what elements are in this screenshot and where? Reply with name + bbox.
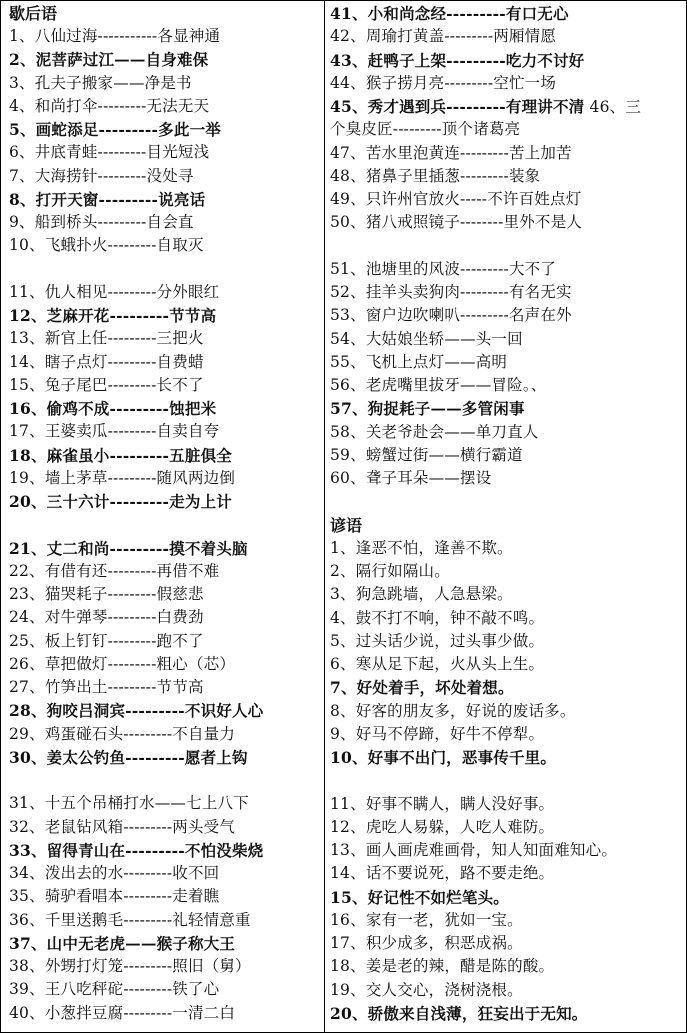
saying-line bbox=[9, 490, 232, 513]
saying-text: 25、板上钉钉---------跑不了 bbox=[9, 631, 204, 650]
saying-line bbox=[9, 211, 194, 234]
saying-text: 47、苦水里泡黄连---------苦上加苦 bbox=[330, 143, 572, 162]
saying-line bbox=[330, 188, 581, 211]
saying-text: 20、骄傲来自浅薄，狂妄出于无知。 bbox=[330, 1003, 588, 1023]
saying-line bbox=[9, 397, 216, 420]
saying-text: 13、画人画虎难画骨，知人知面难知心。 bbox=[330, 841, 618, 859]
saying-text: 11、仇人相见---------分外眼红 bbox=[9, 282, 220, 301]
saying-line bbox=[9, 467, 235, 490]
saying-text: 51、池塘里的风波---------大不了 bbox=[330, 259, 557, 278]
saying-line bbox=[9, 537, 248, 560]
saying-line bbox=[330, 630, 544, 653]
saying-line bbox=[9, 909, 251, 932]
saying-line bbox=[330, 979, 523, 1002]
saying-line bbox=[330, 909, 523, 932]
saying-text: 58、关老爷赴会——单刀直人 bbox=[330, 422, 539, 441]
saying-text: 32、老鼠钻风箱---------两头受气 bbox=[9, 817, 236, 836]
saying-text: 17、王婆卖瓜---------自卖自夸 bbox=[9, 422, 220, 441]
saying-text: 5、过头话少说，过头事少做。 bbox=[330, 631, 545, 650]
saying-line bbox=[9, 281, 219, 304]
saying-line bbox=[9, 188, 205, 211]
saying-line bbox=[9, 25, 220, 48]
saying-text: 40、小葱拌豆腐---------一清二白 bbox=[9, 1003, 236, 1022]
saying-line bbox=[330, 607, 544, 630]
saying-text: 52、挂羊头卖狗肉---------有名无实 bbox=[330, 283, 572, 301]
saying-line bbox=[9, 420, 219, 443]
saying-line bbox=[330, 537, 513, 560]
saying-text: 22、有借有还---------再借不难 bbox=[9, 561, 220, 580]
saying-text: 55、飞机上点灯——高明 bbox=[330, 352, 508, 371]
saying-line bbox=[330, 72, 556, 95]
saying-line bbox=[9, 48, 208, 71]
saying-text: 7、好处着手，坏处着想。 bbox=[330, 678, 514, 698]
yanyu-heading: 谚语 bbox=[330, 515, 363, 535]
saying-line bbox=[330, 653, 544, 676]
saying-line bbox=[330, 839, 617, 862]
saying-text: 28、狗咬吕洞宾---------不识好人心 bbox=[9, 701, 264, 721]
saying-text: 9、船到桥头---------自会直 bbox=[9, 213, 194, 231]
saying-line bbox=[9, 746, 248, 769]
saying-line bbox=[9, 234, 204, 257]
saying-text: 4、和尚打伞---------无法无天 bbox=[9, 96, 210, 115]
saying-line bbox=[330, 142, 572, 165]
saying-line bbox=[330, 2, 569, 25]
saying-line bbox=[9, 606, 204, 629]
saying-line bbox=[330, 583, 513, 606]
saying-line bbox=[9, 95, 209, 118]
saying-text: 2、泥菩萨过江——自身难保 bbox=[9, 50, 209, 70]
saying-line bbox=[9, 327, 204, 350]
saying-text: 59、螃蟹过街——横行霸道 bbox=[330, 445, 523, 464]
saying-text: 18、姜是老的辣，醋是陈的酸。 bbox=[330, 957, 555, 976]
saying-text: 31、十五个吊桶打水——七上八下 bbox=[9, 794, 249, 813]
saying-line bbox=[9, 955, 251, 978]
saying-text: 27、竹笋出土---------节节高 bbox=[9, 678, 204, 696]
saying-text: 48、猪鼻子里插葱---------装象 bbox=[330, 166, 541, 185]
saying-text: 20、三十六计---------走为上计 bbox=[9, 492, 232, 511]
saying-line bbox=[330, 351, 507, 374]
saying-line bbox=[330, 700, 576, 723]
saying-text: 29、鸡蛋碰石头---------不自量力 bbox=[9, 724, 236, 743]
saying-line bbox=[330, 281, 572, 304]
saying-text: 12、虎吃人易躲，人吃人难防。 bbox=[330, 817, 555, 836]
saying-text: 9、好马不停蹄，好牛不停犁。 bbox=[330, 724, 545, 743]
saying-line bbox=[9, 560, 219, 583]
saying-line bbox=[330, 676, 514, 699]
saying-line bbox=[9, 630, 204, 653]
saying-line bbox=[330, 723, 544, 746]
saying-text: 35、骑驴看唱本---------走着瞧 bbox=[9, 887, 220, 906]
saying-text: 3、狗急跳墙，人急悬梁。 bbox=[330, 585, 513, 604]
saying-line bbox=[330, 793, 554, 816]
saying-line bbox=[330, 165, 540, 188]
saying-line bbox=[330, 862, 554, 885]
saying-text: 14、瞎子点灯---------自费蜡 bbox=[9, 352, 204, 371]
saying-text: 50、猪八戒照镜子--------里外不是人 bbox=[330, 213, 583, 232]
saying-text: 4、鼓不打不响，钟不敲不鸣。 bbox=[330, 608, 545, 627]
saying-text: 41、小和尚念经---------有口无心 bbox=[330, 4, 569, 23]
saying-continuation: 46、三 bbox=[584, 98, 642, 116]
saying-line bbox=[330, 211, 582, 234]
saying-line bbox=[9, 699, 263, 722]
saying-line bbox=[9, 72, 192, 95]
saying-line bbox=[330, 746, 556, 769]
saying-text: 18、麻雀虽小---------五脏俱全 bbox=[9, 445, 232, 465]
saying-text: 8、好客的朋友多，好说的废话多。 bbox=[330, 701, 576, 720]
saying-line bbox=[330, 444, 523, 467]
saying-text: 37、山中无老虎——猴子称大王 bbox=[9, 933, 236, 953]
saying-line bbox=[330, 397, 525, 420]
xiehouyu-heading: 歇后语 bbox=[9, 4, 58, 23]
saying-line bbox=[330, 886, 509, 909]
saying-text: 39、王八吃秤砣---------铁了心 bbox=[9, 980, 220, 999]
saying-text: 34、泼出去的水---------收不回 bbox=[9, 864, 220, 882]
saying-line bbox=[9, 653, 235, 676]
saying-line bbox=[9, 839, 263, 862]
saying-line bbox=[330, 816, 554, 839]
saying-line bbox=[9, 583, 204, 606]
saying-text: 26、草把做灯---------粗心（芯） bbox=[9, 654, 236, 673]
saying-text: 19、墙上茅草---------随风两边倒 bbox=[9, 468, 236, 487]
saying-line bbox=[330, 421, 539, 444]
saying-text: 8、打开天窗---------说亮话 bbox=[9, 189, 206, 209]
saying-line bbox=[9, 141, 209, 164]
saying-line bbox=[330, 932, 523, 955]
saying-text: 43、赶鸭子上架---------吃力不讨好 bbox=[330, 50, 585, 70]
saying-text: 33、留得青山在---------不怕没柴烧 bbox=[9, 840, 264, 860]
saying-text: 44、猴子捞月亮---------空忙一场 bbox=[330, 73, 557, 92]
saying-text: 60、聋子耳朵——摆设 bbox=[330, 469, 492, 487]
saying-text: 10、好事不出门，恶事传千里。 bbox=[330, 748, 557, 767]
saying-line bbox=[9, 862, 219, 885]
saying-text: 7、大海捞针---------没处寻 bbox=[9, 166, 194, 185]
saying-line bbox=[330, 955, 554, 978]
saying-line bbox=[9, 165, 194, 188]
saying-line bbox=[9, 351, 204, 374]
saying-text: 15、兔子尾巴---------长不了 bbox=[9, 375, 204, 394]
saying-text: 23、猫哭耗子---------假慈悲 bbox=[9, 585, 204, 603]
saying-text: 45、秀才遇到兵---------有理讲不清 bbox=[330, 97, 585, 116]
saying-text: 1、八仙过海-----------各显神通 bbox=[9, 27, 221, 45]
saying-text: 12、芝麻开花---------节节高 bbox=[9, 306, 217, 325]
saying-line bbox=[9, 723, 235, 746]
saying-text: 个臭皮匠---------顶个诸葛亮 bbox=[330, 120, 521, 139]
saying-text: 53、窗户边吹喇叭---------名声在外 bbox=[330, 306, 572, 325]
saying-line bbox=[330, 304, 572, 327]
saying-text: 11、好事不瞒人，瞒人没好事。 bbox=[330, 794, 555, 813]
saying-line bbox=[9, 1002, 235, 1025]
saying-text: 42、周瑜打黄盖---------两厢情愿 bbox=[330, 27, 557, 46]
saying-line bbox=[9, 444, 232, 467]
saying-text: 38、外甥打灯笼---------照旧（舅） bbox=[9, 957, 251, 975]
saying-text: 14、话不要说死，路不要走绝。 bbox=[330, 864, 555, 883]
saying-line bbox=[9, 885, 219, 908]
saying-line bbox=[330, 1002, 587, 1025]
saying-line bbox=[330, 95, 641, 118]
saying-line bbox=[9, 978, 219, 1001]
saying-text: 17、积少成多，积恶成祸。 bbox=[330, 934, 523, 952]
saying-text: 5、画蛇添足---------多此一举 bbox=[9, 120, 221, 139]
left-column-xiehouyu bbox=[1, 1, 325, 1032]
saying-line bbox=[330, 560, 450, 583]
saying-text: 36、千里送鹅毛---------礼轻情意重 bbox=[9, 910, 251, 929]
saying-text: 21、丈二和尚---------摸不着头脑 bbox=[9, 538, 248, 558]
saying-line bbox=[9, 374, 204, 397]
saying-text: 49、只许州官放火-----不许百姓点灯 bbox=[330, 190, 582, 208]
saying-line bbox=[9, 304, 216, 327]
saying-text: 10、飞蛾扑火---------自取灭 bbox=[9, 236, 204, 255]
saying-line bbox=[330, 25, 556, 48]
saying-text: 1、逢恶不怕，逢善不欺。 bbox=[330, 538, 513, 557]
saying-text: 16、家有一老，犹如一宝。 bbox=[330, 910, 523, 929]
saying-text: 16、偷鸡不成---------蚀把米 bbox=[9, 399, 217, 418]
saying-text: 3、孔夫子搬家——净是书 bbox=[9, 73, 192, 92]
saying-text: 54、大姑娘坐轿——头一回 bbox=[330, 329, 523, 348]
saying-line bbox=[9, 932, 235, 955]
saying-text: 24、对牛弹琴---------白费劲 bbox=[9, 608, 204, 627]
saying-line bbox=[330, 467, 491, 490]
saying-line bbox=[9, 676, 204, 699]
saying-text: 13、新官上任---------三把火 bbox=[9, 329, 204, 348]
saying-text: 57、狗捉耗子——多管闲事 bbox=[330, 399, 525, 419]
saying-line bbox=[9, 118, 221, 141]
saying-line bbox=[9, 792, 249, 815]
saying-line bbox=[330, 118, 520, 141]
right-column bbox=[325, 1, 686, 1032]
saying-line bbox=[330, 258, 556, 281]
saying-line bbox=[330, 374, 546, 397]
saying-text: 56、老虎嘴里拔牙——冒险。、 bbox=[330, 376, 547, 394]
saying-line bbox=[330, 328, 523, 351]
saying-text: 30、姜太公钓鱼---------愿者上钩 bbox=[9, 747, 248, 767]
saying-text: 2、隔行如隔山。 bbox=[330, 562, 450, 580]
saying-text: 6、井底青蛙---------目光短浅 bbox=[9, 143, 210, 162]
saying-text: 6、寒从足下起，火从头上生。 bbox=[330, 655, 545, 673]
saying-line bbox=[330, 49, 584, 72]
saying-line bbox=[9, 816, 235, 839]
saying-text: 15、好记性不如烂笔头。 bbox=[330, 887, 509, 907]
saying-text: 19、交人交心，浇树浇根。 bbox=[330, 980, 523, 999]
